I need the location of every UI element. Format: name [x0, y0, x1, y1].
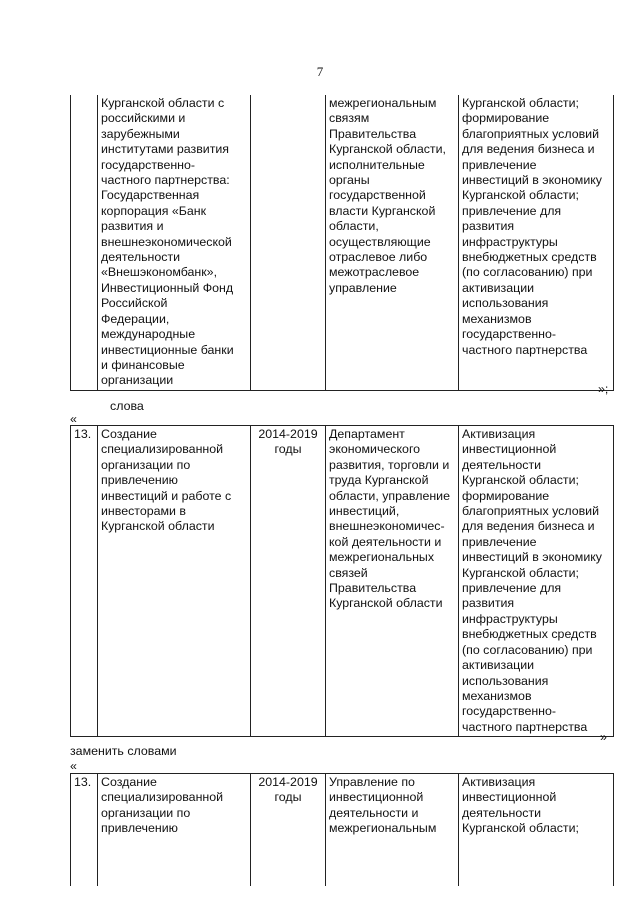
cell-executor: Департамент экономического развития, торговли и труда Курганской области, управление инвестиций, внешнеэкономичес- кой деятельности и межрегиональных связей Правительства Курганской области: [326, 426, 459, 737]
cell-period: 2014-2019 годы: [251, 426, 326, 737]
word-slova: слова: [110, 399, 144, 413]
table-row: [71, 774, 614, 887]
cell-name: Курганской области с российскими и зарубежными институтами развития государственно- частного партнерства: Государственная корпорация «Банк развития и внешнеэкономической деятельности «Внешэкономбанк», Инвестиционный Фонд Российской Федерации, международные инвестиционные банки и финансовые организации: [98, 95, 251, 390]
cell-executor: Управление по инвестиционной деятельности и межрегиональным: [326, 774, 459, 887]
page-number: 7: [316, 64, 324, 79]
cell-number: 13.: [71, 774, 98, 887]
table-row: [71, 95, 614, 390]
cell-period: 2014-2019 годы: [251, 774, 326, 887]
cell-result: Активизация инвестиционной деятельности Курганской области;: [459, 774, 614, 887]
open-quote-1: «: [70, 412, 77, 426]
cell-name: Создание специализированной организации по привлечению инвестиций и работе с инвесторами в Курганской области: [98, 426, 251, 737]
cell-number: 13.: [71, 426, 98, 737]
cell-executor: межрегиональным связям Правительства Курганской области, исполнительные органы государственной власти Курганской области, осуществляющие отраслевое либо межотраслевое управление: [326, 95, 459, 390]
replace-words: заменить словами: [70, 744, 177, 758]
close-quote-2: »: [600, 730, 607, 744]
cell-result: Активизация инвестиционной деятельности Курганской области; формирование благоприятных условий для ведения бизнеса и привлечение инвестиций в экономику Курганской области; привлечение для развития инфраструктуры внебюджетных средств (по согласованию) при активизации использования механизмов государственно- частного партнерства: [459, 426, 614, 737]
cell-period: [251, 95, 326, 390]
cell-result: Курганской области; формирование благоприятных условий для ведения бизнеса и привлечение инвестиций в экономику Курганской области; привлечение для развития инфраструктуры внебюджетных средств (по согласованию) при активизации использования механизмов государственно- частного партнерства: [459, 95, 614, 390]
table-new-row: [70, 773, 614, 886]
cell-name: Создание специализированной организации по привлечению: [98, 774, 251, 887]
table-continuation: [70, 95, 614, 391]
table-row: [71, 426, 614, 737]
table-old-row: [70, 425, 614, 737]
close-quote-1: »;: [598, 382, 609, 396]
open-quote-2: «: [70, 759, 77, 773]
cell-number: [71, 95, 98, 390]
